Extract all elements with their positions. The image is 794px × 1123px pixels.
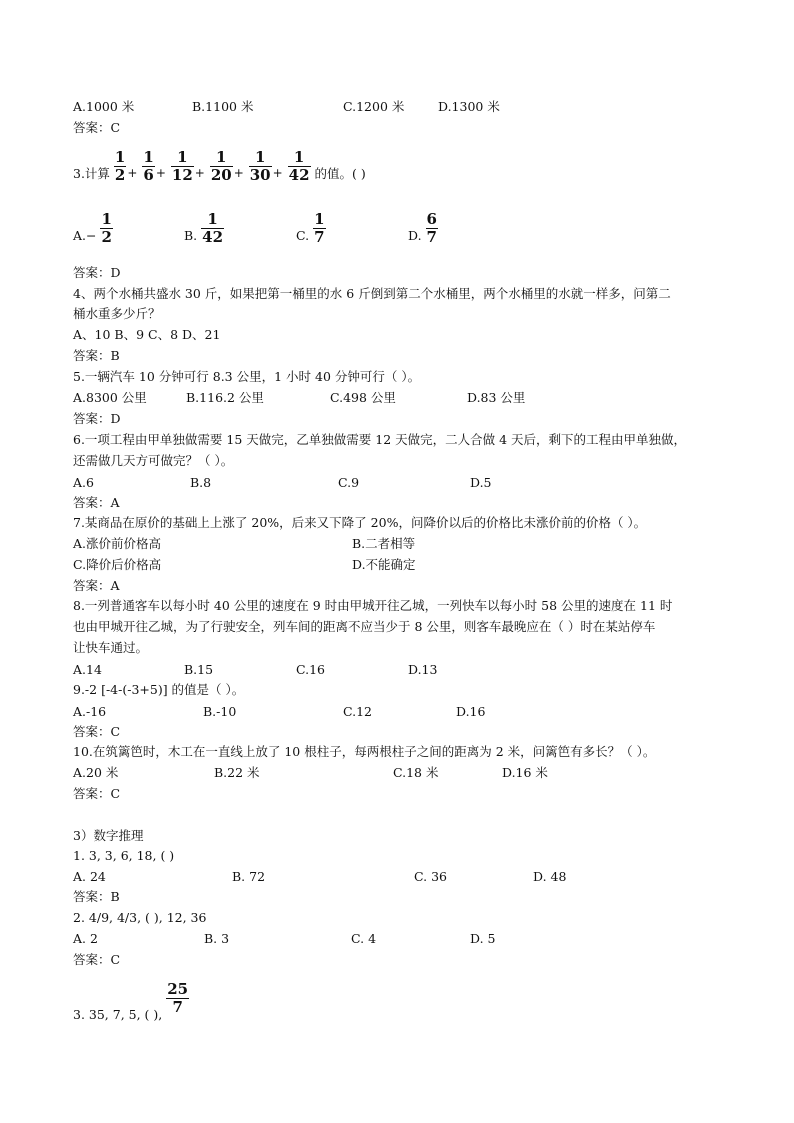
q9-option-d: D.16 (456, 704, 486, 719)
q2-option-c: C.1200 米 (343, 99, 405, 114)
numerator: 1 (207, 210, 218, 228)
option-fraction (201, 212, 224, 245)
q7-option-d: D.不能确定 (352, 557, 416, 572)
q8-option-c: C.16 (296, 662, 325, 677)
numerator: 1 (177, 148, 188, 166)
q8-option-d: D.13 (408, 662, 438, 677)
q7-question: 7.某商品在原价的基础上上涨了 20%，后来又下降了 20%，问降价以后的价格比未涨价前的价格（ ）。 (73, 515, 647, 530)
option-label: A. (73, 228, 87, 243)
q3-answer: 答案：D (73, 265, 121, 280)
option-label: D. (408, 228, 422, 243)
minus-sign: − (86, 228, 97, 243)
q2-option-a: A.1000 米 (73, 99, 135, 114)
q3-fraction (171, 150, 194, 183)
q8-option-a: A.14 (73, 662, 102, 677)
plus-sign: + (155, 166, 166, 180)
q8-question-line1: 8.一列普通客车以每小时 40 公里的速度在 9 时由甲城开往乙城，一列快车以每小时 58 公里的速度在 11 时 (73, 598, 673, 613)
q3-option-d (408, 212, 438, 245)
q9-option-a: A.-16 (73, 704, 107, 719)
numerator: 1 (101, 210, 112, 228)
denominator: 42 (202, 228, 224, 246)
q8-option-b: B.15 (184, 662, 214, 677)
q6-option-c: C.9 (338, 475, 360, 490)
q5-answer: 答案：D (73, 411, 121, 426)
q7-option-b: B.二者相等 (352, 536, 416, 551)
q5-option-c: C.498 公里 (330, 390, 396, 405)
numerator: 1 (143, 148, 154, 166)
q3-option-b (184, 212, 224, 245)
nr2-option-c: C. 4 (351, 931, 377, 946)
option-label: B. (184, 228, 198, 243)
nr2-option-a: A. 2 (73, 931, 98, 946)
q7-option-c: C.降价后价格高 (73, 557, 162, 572)
q10-option-c: C.18 米 (393, 765, 439, 780)
q10-question: 10.在筑篱笆时，木工在一直线上放了 10 根柱子，每两根柱子之间的距离为 2 米，问篱笆有多长？（ ）。 (73, 744, 656, 759)
option-fraction (313, 212, 325, 245)
q3-fraction (249, 150, 272, 183)
q3-option-c (296, 212, 326, 245)
q6-question-line1: 6.一项工程由甲单独做需要 15 天做完，乙单独做需要 12 天做完，二人合做 4 天后，剩下的工程由甲单独做， (73, 432, 687, 447)
q9-question: 9.-2 [-4-(-3+5)] 的值是（ ）。 (73, 682, 245, 697)
nr1-question: 1. 3, 3, 6, 18, ( ) (73, 848, 175, 863)
nr3-fraction (166, 982, 189, 1015)
plus-sign: + (127, 166, 138, 180)
q6-option-a: A.6 (73, 475, 94, 490)
nr2-option-b: B. 3 (204, 931, 230, 946)
q3-fraction (288, 150, 311, 183)
q5-question: 5.一辆汽车 10 分钟可行 8.3 公里，1 小时 40 分钟可行（ ）。 (73, 369, 421, 384)
nr1-option-a: A. 24 (73, 869, 106, 884)
section-title: 3）数字推理 (73, 828, 144, 843)
q6-option-d: D.5 (470, 475, 492, 490)
q3-fraction (142, 150, 154, 183)
plus-sign: + (233, 166, 244, 180)
q9-option-b: B.-10 (203, 704, 237, 719)
q6-answer: 答案：A (73, 495, 120, 510)
numerator: 1 (293, 148, 305, 166)
q4-question-line2: 桶水重多少斤？ (73, 306, 161, 321)
nr2-option-d: D. 5 (470, 931, 496, 946)
nr3-question (73, 982, 189, 1023)
nr1-answer: 答案：B (73, 889, 120, 904)
q3-question (73, 150, 366, 183)
q3-prefix: 3.计算 (73, 166, 110, 181)
nr1-option-d: D. 48 (533, 869, 567, 884)
q10-option-a: A.20 米 (73, 765, 119, 780)
denominator: 6 (143, 166, 154, 184)
nr2-answer: 答案：C (73, 952, 121, 967)
denominator: 2 (101, 228, 112, 246)
q5-option-a: A.8300 公里 (73, 390, 147, 405)
option-fraction (100, 212, 112, 245)
numerator: 6 (426, 210, 437, 228)
option-fraction (426, 212, 438, 245)
q2-answer: 答案：C (73, 120, 121, 135)
q7-option-a: A.涨价前价格高 (73, 536, 162, 551)
denominator: 7 (314, 228, 325, 246)
denominator: 7 (426, 228, 437, 246)
numerator: 1 (114, 148, 126, 166)
q10-option-d: D.16 米 (502, 765, 548, 780)
q10-option-b: B.22 米 (214, 765, 260, 780)
q8-question-line3: 让快车通过。 (73, 640, 149, 655)
numerator: 1 (216, 148, 227, 166)
denominator: 42 (288, 166, 310, 184)
q4-options: A、10 B、9 C、8 D、21 (73, 327, 221, 342)
denominator: 2 (114, 166, 126, 184)
plus-sign: + (272, 166, 283, 180)
q6-option-b: B.8 (190, 475, 212, 490)
option-label: C. (296, 228, 310, 243)
q4-answer: 答案：B (73, 348, 120, 363)
nr1-option-b: B. 72 (232, 869, 266, 884)
denominator: 20 (210, 166, 232, 184)
q8-question-line2: 也由甲城开往乙城，为了行驶安全，列车间的距离不应当少于 8 公里，则客车最晚应在（ ）时在某站停车 (73, 619, 656, 634)
denominator: 7 (172, 998, 183, 1016)
nr1-option-c: C. 36 (414, 869, 447, 884)
q6-question-line2: 还需做几天方可做完？（ ）。 (73, 453, 234, 468)
q10-answer: 答案：C (73, 786, 121, 801)
q3-option-a (73, 212, 113, 245)
numerator: 25 (167, 980, 189, 998)
numerator: 1 (254, 148, 266, 166)
denominator: 12 (171, 166, 193, 184)
q4-question-line1: 4、两个水桶共盛水 30 斤，如果把第一桶里的水 6 斤倒到第二个水桶里，两个水桶里的水就一样多，问第二 (73, 286, 671, 301)
q5-option-b: B.116.2 公里 (186, 390, 264, 405)
q3-fraction (114, 150, 126, 183)
plus-sign: + (194, 166, 205, 180)
q2-option-d: D.1300 米 (438, 99, 500, 114)
q2-option-b: B.1100 米 (192, 99, 254, 114)
nr2-question: 2. 4/9, 4/3, ( ), 12, 36 (73, 910, 207, 925)
denominator: 30 (249, 166, 271, 184)
q5-option-d: D.83 公里 (467, 390, 526, 405)
numerator: 1 (314, 210, 325, 228)
q3-fraction (210, 150, 233, 183)
q7-answer: 答案：A (73, 578, 120, 593)
q9-option-c: C.12 (343, 704, 372, 719)
q3-suffix: 的值。( ) (314, 166, 366, 181)
nr3-prefix: 3. 35, 7, 5, ( ), (73, 1007, 163, 1022)
q9-answer: 答案：C (73, 724, 121, 739)
